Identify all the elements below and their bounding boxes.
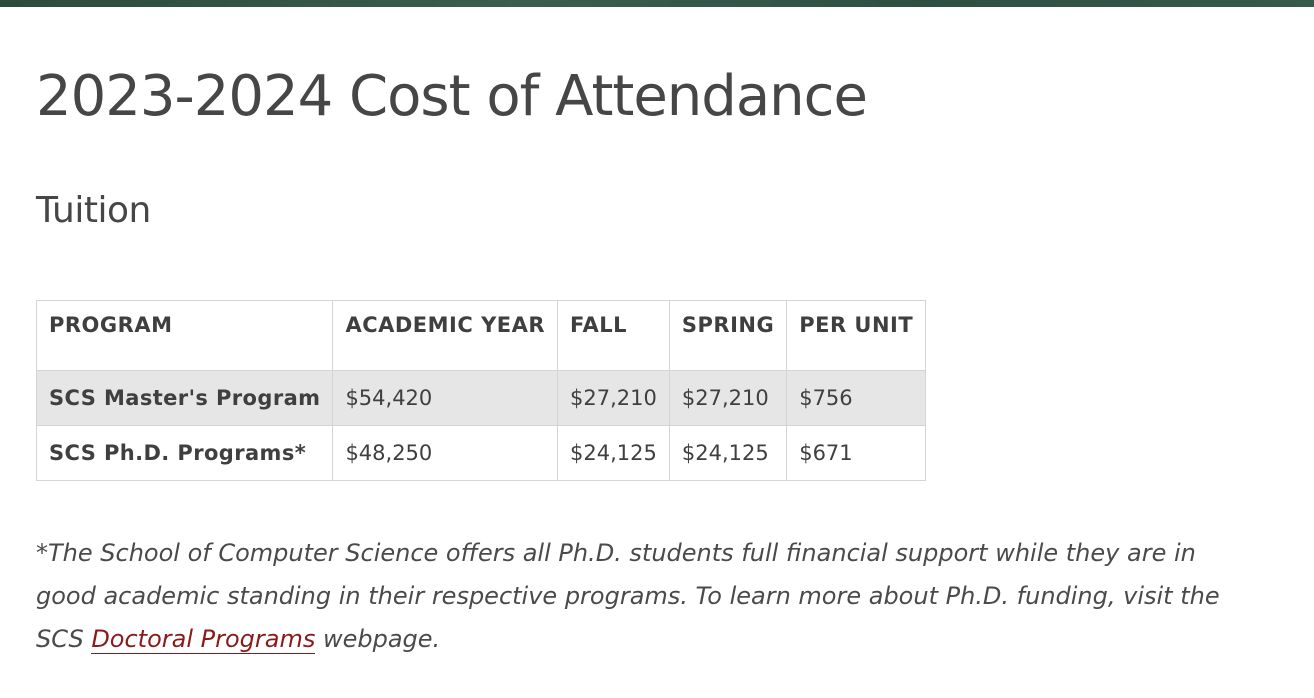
header-academic-year: ACADEMIC YEAR — [333, 301, 558, 371]
table-row — [37, 426, 926, 481]
doctoral-programs-link[interactable]: Doctoral Programs — [91, 625, 316, 653]
header-per-unit: PER UNIT — [787, 301, 926, 371]
cell-spring: $27,210 — [669, 371, 786, 426]
cell-fall: $24,125 — [558, 426, 670, 481]
footnote-text-after: webpage. — [315, 625, 441, 653]
cell-fall: $27,210 — [558, 371, 670, 426]
top-banner-strip — [0, 0, 1314, 7]
cell-per-unit: $671 — [787, 426, 926, 481]
cell-spring: $24,125 — [669, 426, 786, 481]
cell-academic-year: $54,420 — [333, 371, 558, 426]
table-header-row — [37, 301, 926, 371]
cell-per-unit: $756 — [787, 371, 926, 426]
page-title: 2023-2024 Cost of Attendance — [36, 64, 867, 129]
header-program: PROGRAM — [37, 301, 333, 371]
footnote — [36, 532, 1246, 661]
section-title-tuition: Tuition — [36, 190, 151, 231]
header-spring: SPRING — [669, 301, 786, 371]
table-row — [37, 371, 926, 426]
header-fall: FALL — [558, 301, 670, 371]
footnote-text-before: *The School of Computer Science offers all Ph.D. students full financial support while they are in good academic standing in their respective programs. To learn more about Ph.D. funding, visit the SCS — [36, 539, 1220, 653]
cell-academic-year: $48,250 — [333, 426, 558, 481]
cell-program: SCS Ph.D. Programs* — [37, 426, 333, 481]
tuition-table — [36, 300, 926, 481]
cell-program: SCS Master's Program — [37, 371, 333, 426]
